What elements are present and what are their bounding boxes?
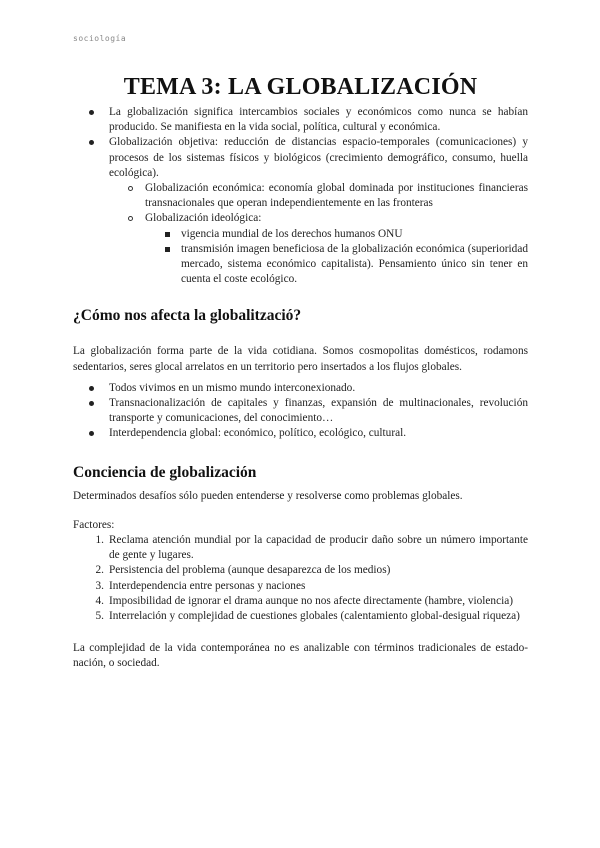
list-item-text: transmisión imagen beneficiosa de la globalización económica (superioridad mercado, sistema económico capitalista). Pensamiento único sin tener en cuenta el coste ecológico. xyxy=(181,242,528,286)
header-label: sociología xyxy=(73,34,127,43)
factor-number: 3. xyxy=(95,579,104,592)
page-title: TEMA 3: LA GLOBALIZACIÓN xyxy=(123,74,478,100)
list-item-text: Globalización objetiva: reducción de distancias espacio-temporales (comunicaciones) y procesos de los sistemas físicos y biológicos (crecimiento demográfico, consumo, huella ecológica). xyxy=(109,136,528,179)
sub-list-item xyxy=(73,211,528,226)
list-item-text: Globalización económica: economía global dominada por instituciones financieras transnacionales que operan independientemente en las fronteras xyxy=(145,182,528,210)
sub-sub-list-item xyxy=(73,242,528,288)
list-item-text: Globalización ideológica: xyxy=(145,212,262,225)
hollow-bullet-icon xyxy=(128,181,133,196)
factor-text: Reclama atención mundial por la capacidad de producir daño sobre un número importante de gente y lugares. xyxy=(109,534,528,562)
factor-text: Persistencia del problema (aunque desaparezca de los medios) xyxy=(109,564,391,577)
square-bullet-icon xyxy=(165,242,170,257)
section-heading-afecta: ¿Cómo nos afecta la globalització? xyxy=(73,307,302,325)
paragraph-cotidiana: La globalización forma parte de la vida cotidiana. Somos cosmopolitas domésticos, rodamons sedentarios, seres glocal arrelatos en un territorio pero insertados a los flujos globales. xyxy=(73,345,528,373)
list-item-text: Todos vivimos en un mismo mundo interconexionado. xyxy=(109,381,356,394)
document-body xyxy=(73,74,528,672)
factor-text: Interdependencia entre personas y naciones xyxy=(109,579,306,592)
bullet-icon xyxy=(89,381,97,396)
factor-number: 5. xyxy=(95,610,104,623)
list-item-text: Interdependencia global: económico, político, ecológico, cultural. xyxy=(109,427,407,440)
sub-sub-list-item xyxy=(73,227,528,242)
intro-list xyxy=(73,105,528,287)
hollow-bullet-icon xyxy=(128,211,133,226)
list-item-text: vigencia mundial de los derechos humanos ONU xyxy=(181,227,403,240)
factor-number: 2. xyxy=(95,564,104,577)
factor-text: Interrelación y complejidad de cuestiones globales (calentamiento global-desigual riqueza) xyxy=(109,610,520,623)
factor-item xyxy=(73,579,528,594)
square-bullet-icon xyxy=(165,227,170,242)
paragraph-desafios: Determinados desafíos sólo pueden entenderse y resolverse como problemas globales. xyxy=(73,489,463,502)
list-item-text: Transnacionalización de capitales y finanzas, expansión de multinacionales, revolución transporte y comunicaciones, del conocimiento… xyxy=(109,397,528,425)
factor-item xyxy=(73,609,528,624)
factor-text: Imposibilidad de ignorar el drama aunque no nos afecte directamente (hambre, violencia) xyxy=(109,594,514,607)
factors-label: Factores: xyxy=(73,518,115,531)
list-item-text: La globalización significa intercambios sociales y económicos como nunca se habían producido. Se manifiesta en la vida social, política, cultural y económica. xyxy=(109,106,528,134)
closing-paragraph: La complejidad de la vida contemporánea no es analizable con términos tradicionales de estado-nación, o sociedad. xyxy=(73,642,528,670)
list-item xyxy=(73,396,528,426)
factor-item xyxy=(73,533,528,563)
bullet-icon xyxy=(89,396,97,411)
list-item xyxy=(73,426,528,441)
sub-list-item xyxy=(73,181,528,211)
list-item xyxy=(73,381,528,396)
section-heading-conciencia: Conciencia de globalización xyxy=(73,463,257,481)
afecta-list xyxy=(73,381,528,442)
list-item xyxy=(73,105,528,135)
factor-number: 1. xyxy=(95,534,104,547)
list-item xyxy=(73,135,528,181)
factors-list xyxy=(73,533,528,624)
bullet-icon xyxy=(89,105,97,120)
bullet-icon xyxy=(89,135,97,150)
factor-number: 4. xyxy=(95,594,104,607)
factor-item xyxy=(73,563,528,578)
bullet-icon xyxy=(89,426,97,441)
factor-item xyxy=(73,594,528,609)
